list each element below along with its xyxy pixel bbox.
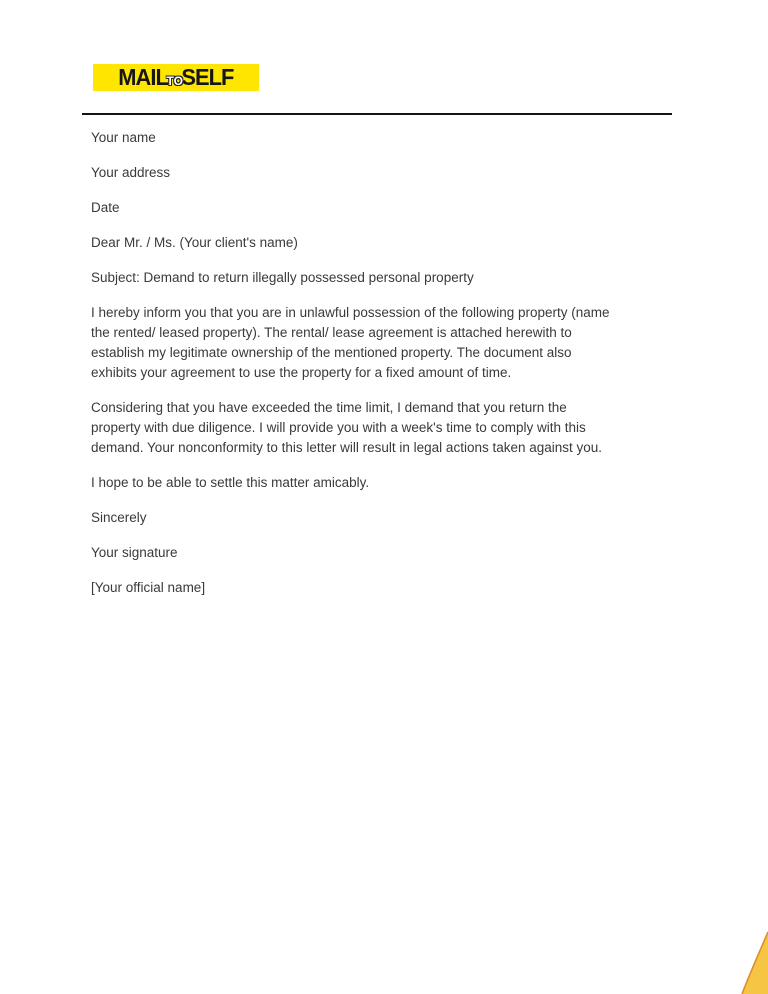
paragraph-line: Considering that you have exceeded the time limit, I demand that you return the <box>91 400 567 415</box>
subject-line: Subject: Demand to return illegally possessed personal property <box>91 270 474 285</box>
sender-name: Your name <box>91 130 156 145</box>
logo-word-to: TO <box>166 73 183 88</box>
body-paragraph-2 <box>91 398 683 458</box>
closing-statement: I hope to be able to settle this matter amicably. <box>91 475 370 490</box>
paragraph-line: property with due diligence. I will provide you with a week's time to comply with this <box>91 420 586 435</box>
letter-body <box>91 128 683 613</box>
logo-word-mail: MAIL <box>118 64 169 90</box>
mail-to-self-logo <box>93 64 259 91</box>
paragraph-line: I hereby inform you that you are in unlawful possession of the following property (name <box>91 305 610 320</box>
corner-ribbon-decoration <box>738 926 768 994</box>
logo-word-self: SELF <box>181 64 234 90</box>
paragraph-line: establish my legitimate ownership of the mentioned property. The document also <box>91 345 572 360</box>
salutation: Dear Mr. / Ms. (Your client's name) <box>91 235 298 250</box>
letterhead-divider <box>82 113 672 115</box>
official-name-placeholder: [Your official name] <box>91 580 206 595</box>
paragraph-line: exhibits your agreement to use the property for a fixed amount of time. <box>91 365 512 380</box>
body-paragraph-1 <box>91 303 683 383</box>
paragraph-line: demand. Your nonconformity to this letter will result in legal actions taken against you. <box>91 440 603 455</box>
sign-off: Sincerely <box>91 510 147 525</box>
date-line: Date <box>91 200 120 215</box>
sender-address: Your address <box>91 165 171 180</box>
paragraph-line: the rented/ leased property). The rental/ lease agreement is attached herewith to <box>91 325 572 340</box>
signature-placeholder: Your signature <box>91 545 178 560</box>
